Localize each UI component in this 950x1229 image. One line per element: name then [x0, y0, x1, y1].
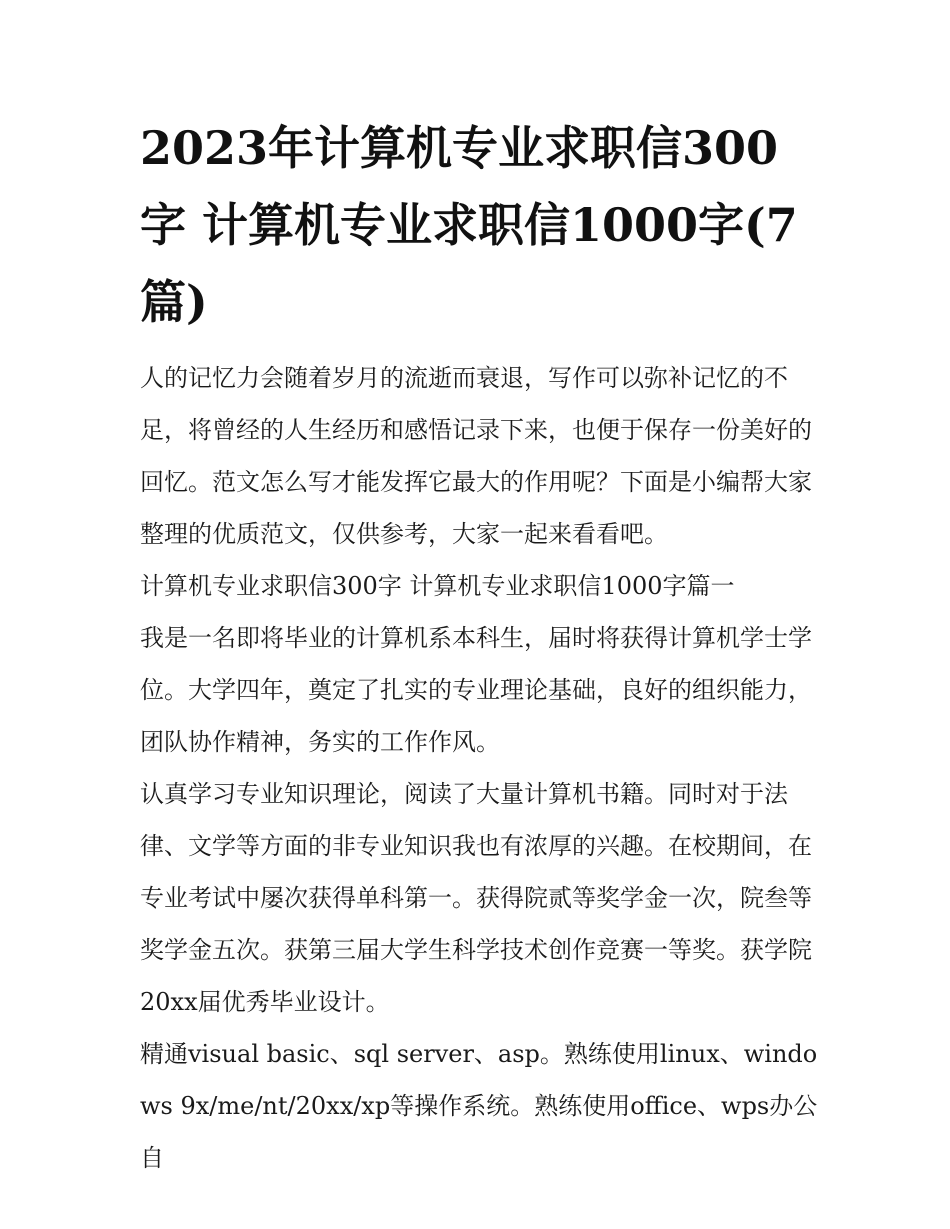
section-heading: 计算机专业求职信300字 计算机专业求职信1000字篇一 [140, 572, 735, 600]
body-paragraph: 认真学习专业知识理论，阅读了大量计算机书籍。同时对于法律、文学等方面的非专业知识我也有浓厚的兴趣。在校期间，在专业考试中屡次获得单科第一。获得院贰等奖学金一次，院叁等奖学金五次。获第三届大学生科学技术创作竞赛一等奖。获学院20xx届优秀毕业设计。 [140, 780, 812, 1016]
intro-paragraph: 人的记忆力会随着岁月的流逝而衰退，写作可以弥补记忆的不足，将曾经的人生经历和感悟记录下来，也便于保存一份美好的回忆。范文怎么写才能发挥它最大的作用呢？下面是小编帮大家整理的优质范文，仅供参考，大家一起来看看吧。 [140, 364, 812, 548]
body-paragraph: 我是一名即将毕业的计算机系本科生，届时将获得计算机学士学位。大学四年，奠定了扎实的专业理论基础，良好的组织能力，团队协作精神，务实的工作作风。 [140, 624, 812, 756]
body-paragraph: 精通visual basic、sql server、asp。熟练使用linux、windows 9x/me/nt/20xx/xp等操作系统。熟练使用office、wps办公自 [140, 1040, 818, 1172]
document-title: 2023年计算机专业求职信300字 计算机专业求职信1000字(7篇) [140, 121, 798, 329]
document-body [140, 352, 820, 1184]
